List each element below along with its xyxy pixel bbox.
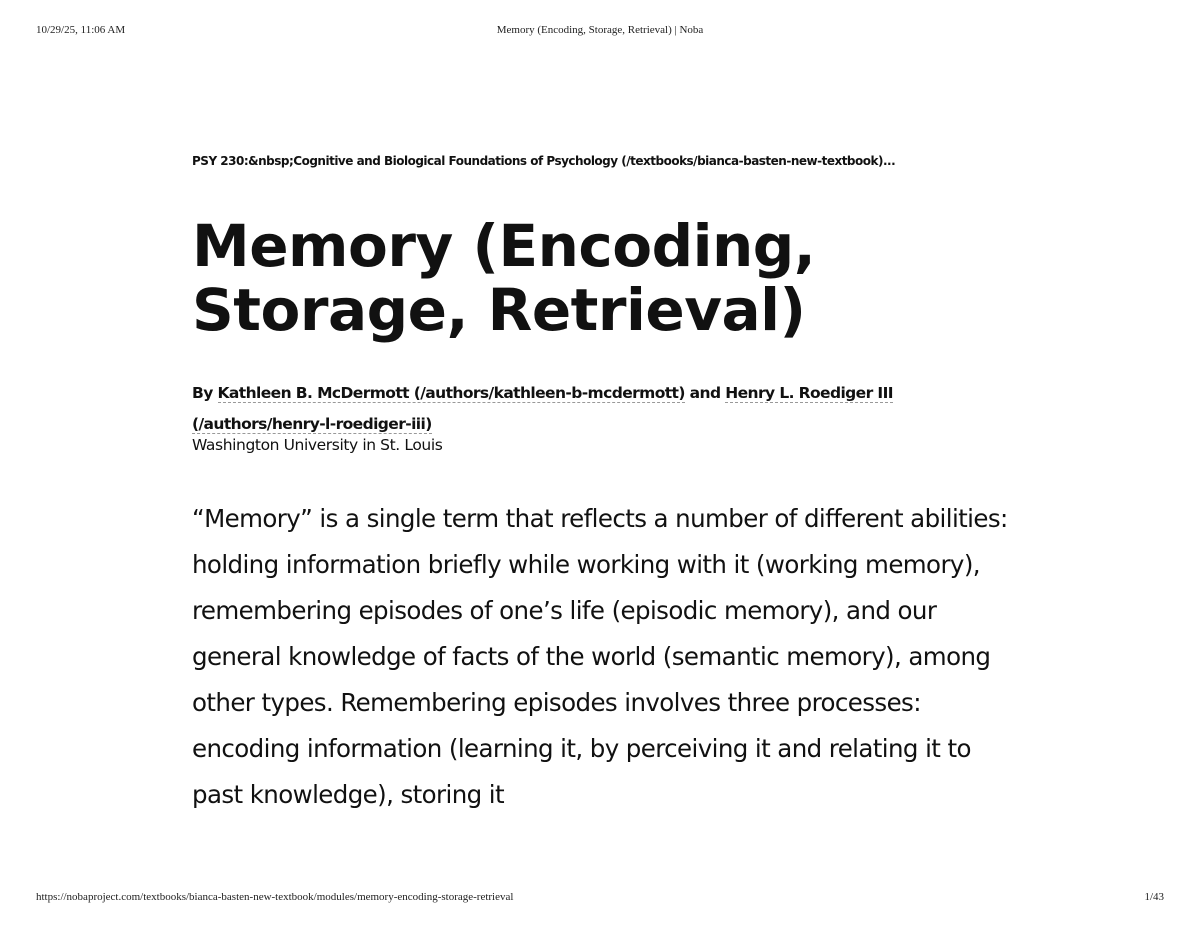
page-title: Memory (Encoding, Storage, Retrieval)	[192, 212, 816, 344]
breadcrumb[interactable]: PSY 230:&nbsp;Cognitive and Biological Foundations of Psychology (/textbooks/bianca-basten-new-textbook)...	[192, 154, 896, 168]
print-page-number: 1/43	[1144, 891, 1164, 903]
byline-prefix: By	[192, 384, 213, 402]
article-content	[192, 154, 1022, 818]
print-url: https://nobaproject.com/textbooks/bianca-basten-new-textbook/modules/memory-encoding-storage-retrieval	[36, 891, 514, 903]
byline	[192, 378, 1022, 440]
abstract-paragraph: “Memory” is a single term that reflects a number of different abilities: holding information briefly while working with it (working memory), remembering episodes of one’s life (episodic memory), and our general knowledge of facts of the world (semantic memory), among other types. Remembering episodes involves three processes: encoding information (learning it, by perceiving it and relating it to past knowledge), storing it	[192, 504, 1008, 809]
author-link-roediger-url[interactable]: (/authors/henry-l-roediger-iii)	[192, 415, 432, 433]
author-link-roediger[interactable]: Henry L. Roediger III	[725, 384, 893, 402]
print-datetime: 10/29/25, 11:06 AM	[36, 24, 126, 36]
byline-conjunction: and	[689, 384, 721, 402]
author-link-mcdermott[interactable]: Kathleen B. McDermott (/authors/kathleen-b-mcdermott)	[217, 384, 685, 402]
author-affiliation: Washington University in St. Louis	[192, 436, 443, 454]
print-page-title: Memory (Encoding, Storage, Retrieval) | Noba	[496, 24, 704, 36]
